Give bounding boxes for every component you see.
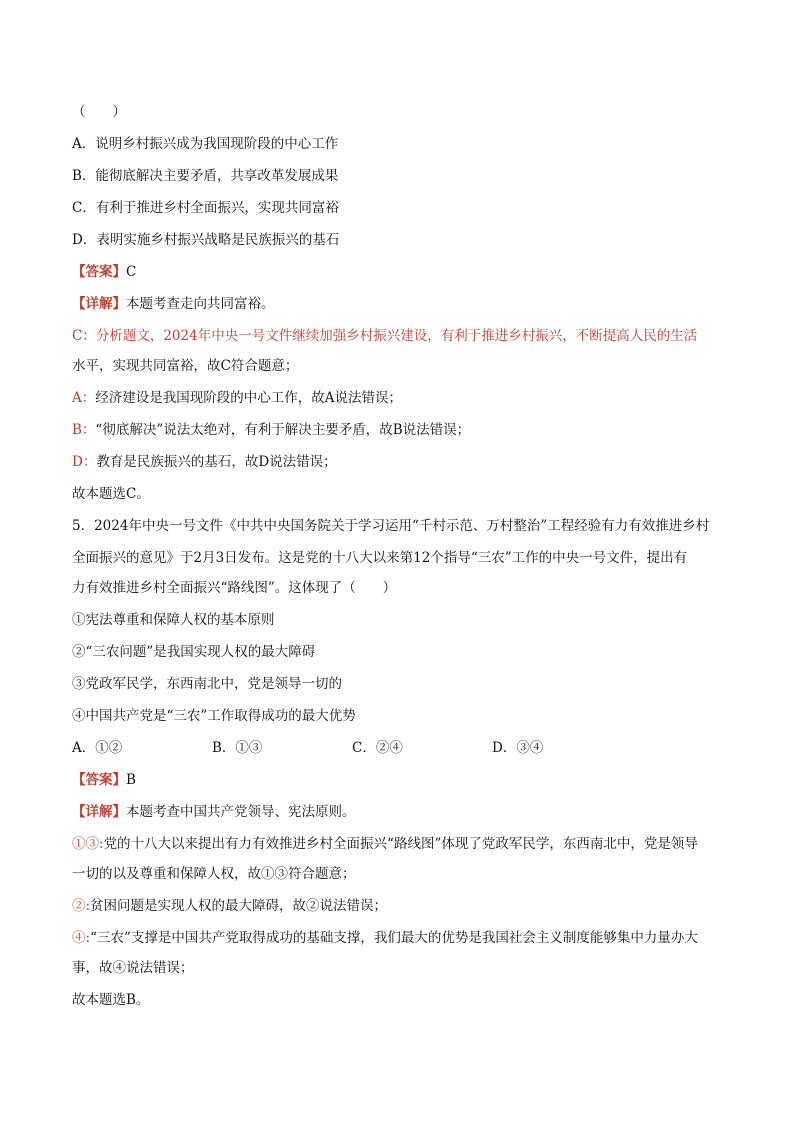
q4-detail xyxy=(72,294,732,314)
q5-stem-line-2: 全面振兴的意见》于2月3日发布。这是党的十八大以来第12个指导“三农”工作的中央一号文件，提出有 xyxy=(72,550,688,566)
q4-option-b: B．能彻底解决主要矛盾，共享改革发展成果 xyxy=(72,168,339,184)
q5-conclusion: 故本题选B。 xyxy=(72,992,150,1008)
q5-analysis-line-1: ①③:党的十八大以来提出有力有效推进乡村全面振兴“路线图”体现了党政军民学，东西南北中，党是领导 xyxy=(72,836,698,852)
q5-choice-c: C．②④ xyxy=(352,740,403,756)
q5-analysis-line-3: ②:贫困问题是实现人权的最大障碍，故②说法错误； xyxy=(72,898,388,914)
q5-analysis-line-5: 事，故④说法错误； xyxy=(72,960,194,976)
q5-statement-4: ④中国共产党是“三农”工作取得成功的最大优势 xyxy=(72,708,356,724)
q5-detail-label: 【详解】 xyxy=(72,804,126,820)
q4-option-c: C．有利于推进乡村全面振兴，实现共同富裕 xyxy=(72,200,339,216)
q4-answer xyxy=(72,262,732,282)
q4-answer-label: 【答案】 xyxy=(72,264,126,280)
q4-answer-value: C xyxy=(126,264,137,280)
q5-statement-3: ③党政军民学，东西南北中，党是领导一切的 xyxy=(72,676,342,692)
q4-option-d: D．表明实施乡村振兴战略是民族振兴的基石 xyxy=(72,232,340,248)
q5-answer-value: B xyxy=(126,772,136,788)
q5-statement-2: ②“三农问题”是我国实现人权的最大障碍 xyxy=(72,644,316,660)
q5-stem-line-1: 5．2024年中央一号文件《中共中央国务院关于学习运用“千村示范、万村整治”工程经验有力有效推进乡村 xyxy=(72,518,710,534)
q5-answer-label: 【答案】 xyxy=(72,772,126,788)
q4-analysis-line-2: 水平，实现共同富裕，故C符合题意； xyxy=(72,358,299,374)
q5-analysis-line-4: ④:“三农”支撑是中国共产党取得成功的基础支撑，我们最大的优势是我国社会主义制度能够集中力量办大 xyxy=(72,930,698,946)
q5-detail-intro: 本题考查中国共产党领导、宪法原则。 xyxy=(126,804,356,820)
q4-conclusion: 故本题选C。 xyxy=(72,486,150,502)
q4-detail-intro: 本题考查走向共同富裕。 xyxy=(126,296,275,312)
q5-answer xyxy=(72,770,732,790)
q4-analysis-a: A：经济建设是我国现阶段的中心工作，故A说法错误； xyxy=(72,390,402,406)
q4-analysis-line-1: C：分析题文，2024年中央一号文件继续加强乡村振兴建设，有利于推进乡村振兴，不断提高人民的生活 xyxy=(72,328,698,344)
q5-choices xyxy=(72,738,732,758)
q4-analysis-line-4: B：“彻底解决”说法太绝对，有利于解决主要矛盾，故B说法错误； xyxy=(72,422,471,438)
q4-analysis-line-3 xyxy=(72,388,732,408)
q4-analysis-line-5: D：教育是民族振兴的基石，故D说法错误； xyxy=(72,454,337,470)
q5-choice-a: A．①② xyxy=(72,740,123,756)
q5-analysis-line-2: 一切的以及尊重和保障人权，故①③符合题意； xyxy=(72,866,356,882)
q4-detail-label: 【详解】 xyxy=(72,296,126,312)
q5-stem-line-3: 力有效推进乡村全面振兴“路线图”。这体现了（ ） xyxy=(72,580,397,596)
q4-stem-tail: （ ） xyxy=(72,104,126,120)
q4-option-a: A．说明乡村振兴成为我国现阶段的中心工作 xyxy=(72,136,339,152)
q5-statement-1: ①宪法尊重和保障人权的基本原则 xyxy=(72,612,275,628)
q5-choice-b: B．①③ xyxy=(212,740,263,756)
q5-choice-d: D．③④ xyxy=(492,740,544,756)
q5-detail xyxy=(72,802,732,822)
